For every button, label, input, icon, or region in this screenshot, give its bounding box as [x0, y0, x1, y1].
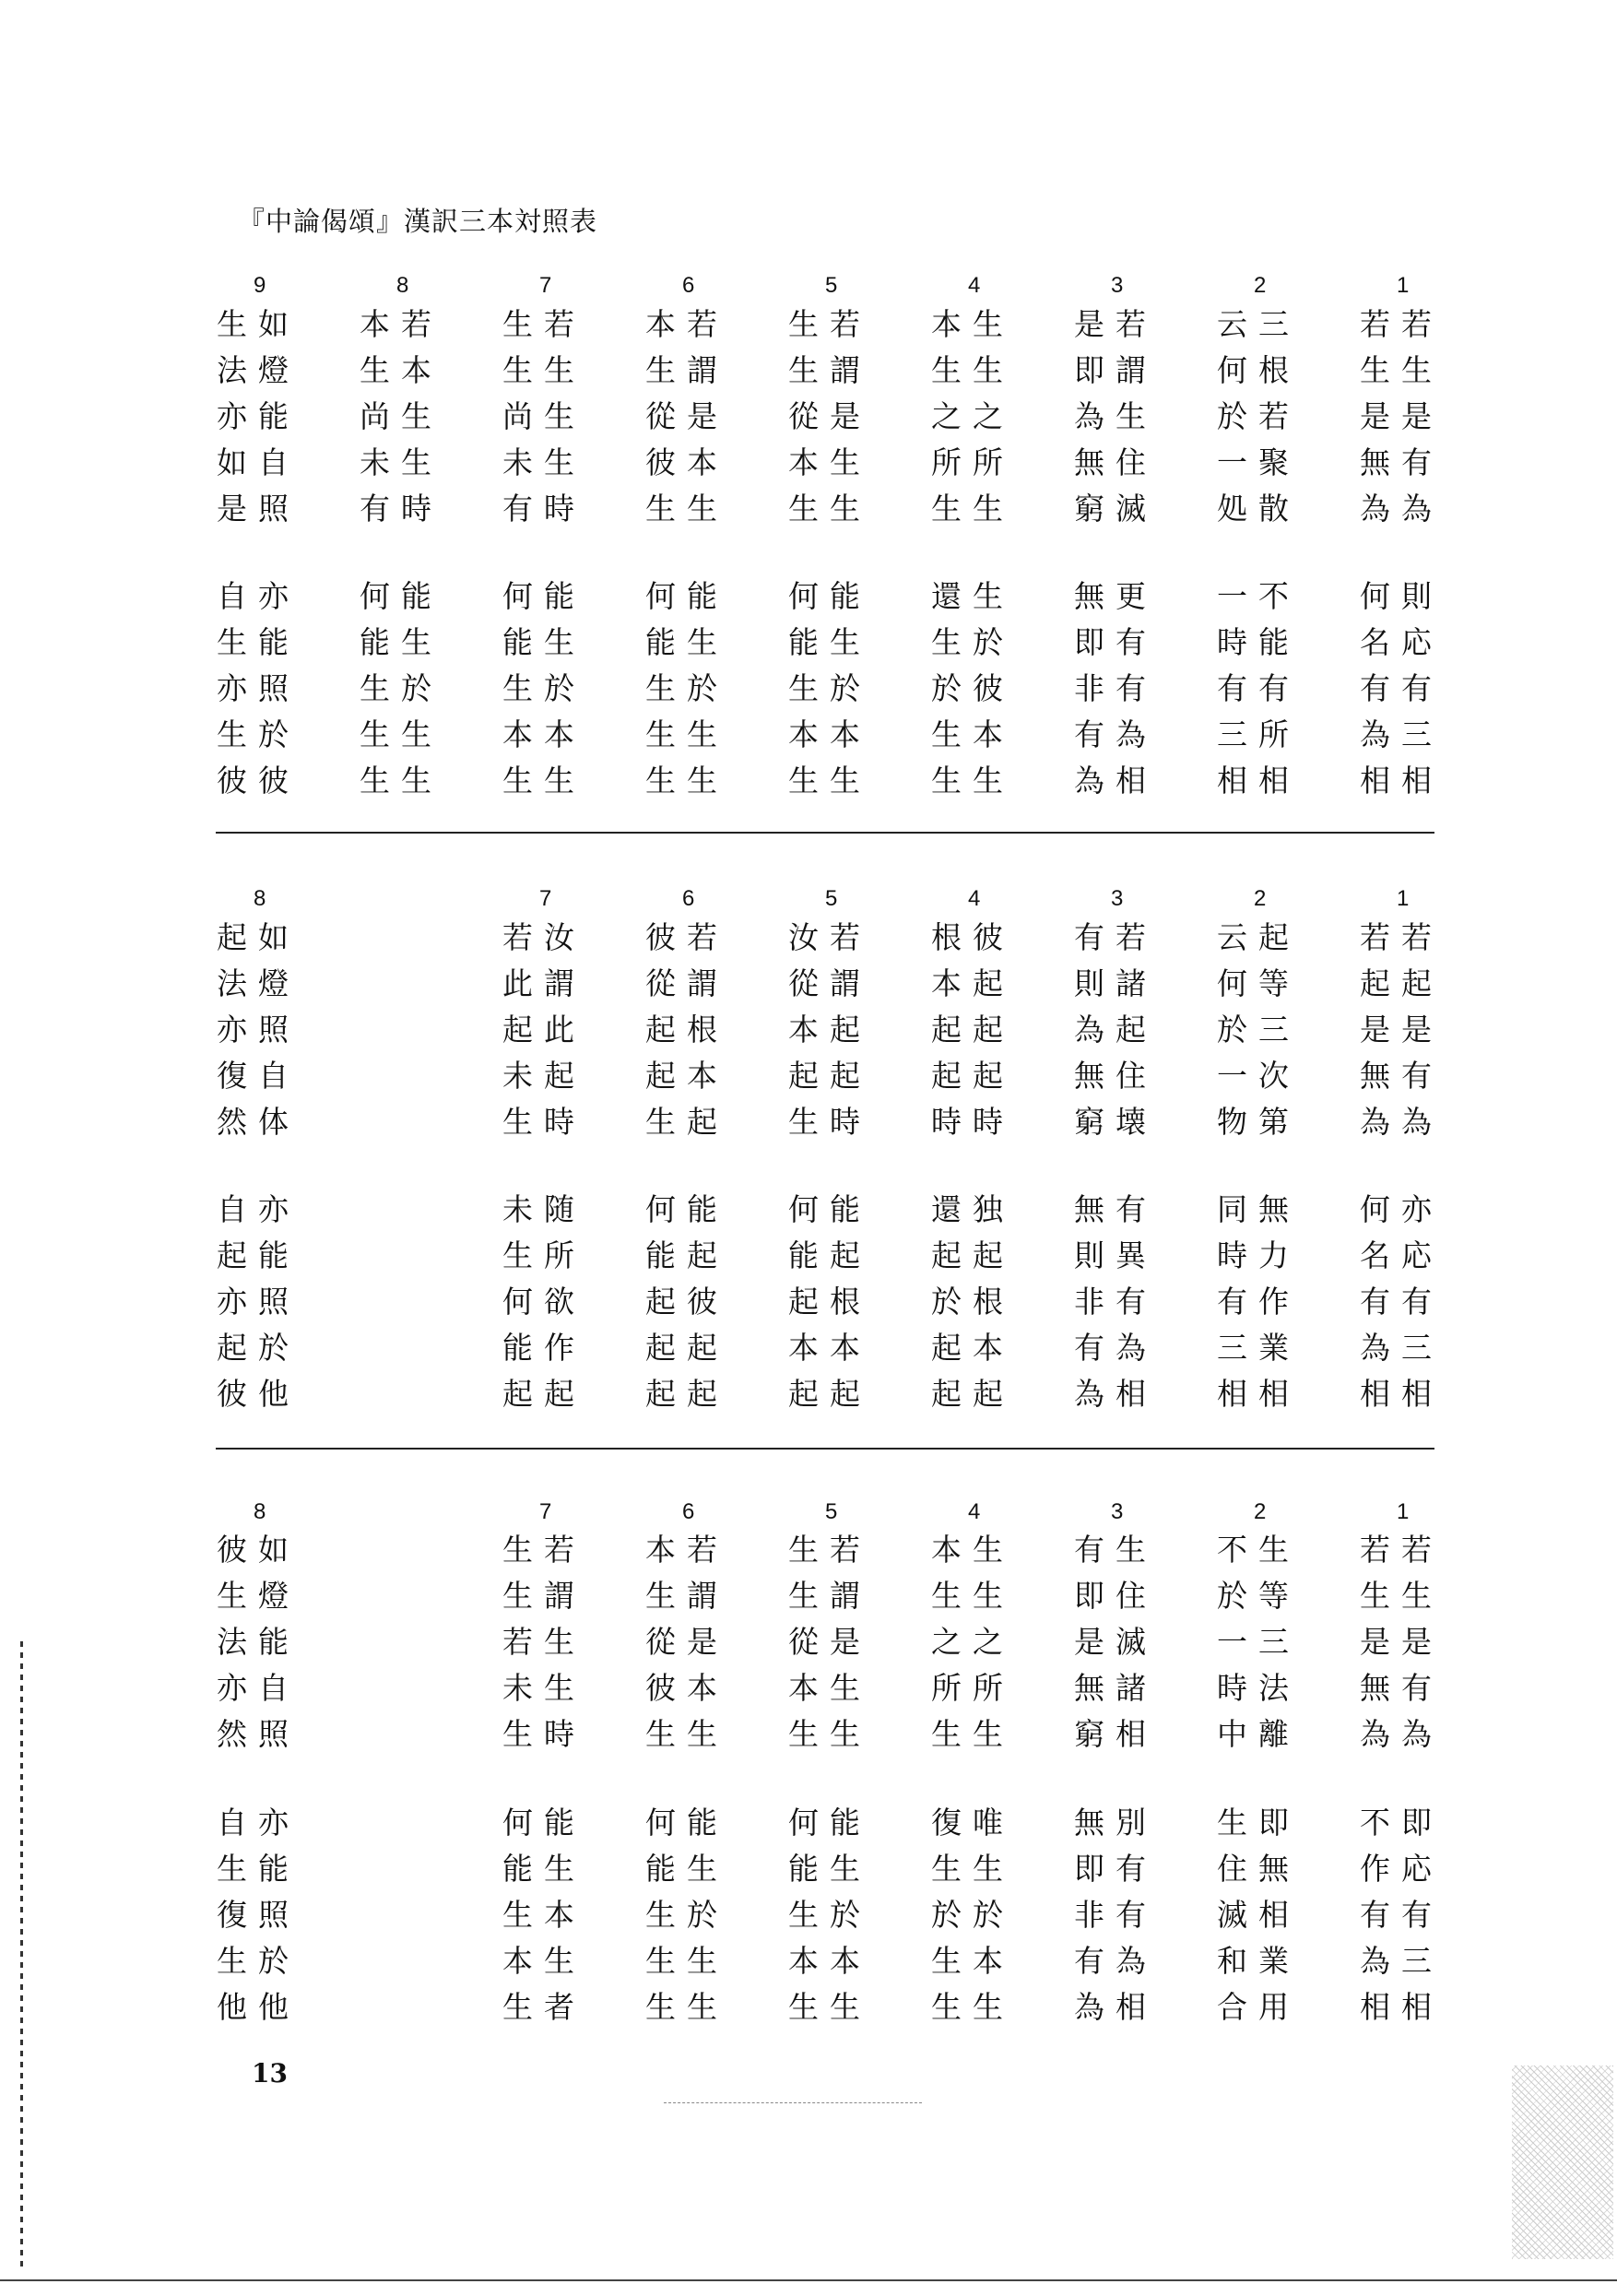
verse-number: 4	[968, 1499, 981, 1524]
verse-text-cell: 本本	[788, 1330, 871, 1366]
verse-text-cell: 能生	[645, 624, 728, 660]
verse-number: 4	[968, 886, 981, 911]
verse-text-cell: 亦照	[217, 670, 300, 706]
verse-text-cell: 起如	[217, 919, 300, 955]
verse-text-cell: 有有	[1360, 1897, 1443, 1933]
verse-text-cell: 為為	[1360, 1104, 1443, 1140]
verse-text-cell: 如自	[217, 444, 300, 480]
verse-text-cell: 他他	[217, 1989, 300, 2025]
verse-text-cell: 生謂	[788, 1578, 871, 1614]
verse-text-cell: 尚生	[502, 398, 585, 434]
verse-text-cell: 生生	[1360, 1578, 1443, 1614]
verse-text-cell: 起彼	[645, 1284, 728, 1320]
verse-text-cell: 本生	[931, 1532, 1014, 1568]
verse-text-cell: 起起	[1360, 965, 1443, 1001]
verse-text-cell: 起起	[931, 1012, 1014, 1047]
verse-text-cell: 於三	[1217, 1012, 1300, 1047]
verse-text-cell: 為為	[1360, 1716, 1443, 1752]
verse-text-cell: 相相	[1217, 763, 1300, 799]
verse-text-cell: 為相	[1074, 1376, 1157, 1412]
verse-text-cell: 亦能	[217, 398, 300, 434]
verse-text-cell: 無有	[1074, 1191, 1157, 1227]
verse-text-cell: 彼本	[645, 1670, 728, 1706]
scan-mark	[664, 2102, 922, 2103]
verse-text-cell: 是是	[1360, 398, 1443, 434]
verse-text-cell: 生生	[645, 716, 728, 752]
verse-text-cell: 本生	[931, 306, 1014, 342]
verse-text-cell: 生本	[502, 1897, 585, 1933]
verse-text-cell: 生生	[1360, 352, 1443, 388]
verse-text-cell: 復照	[217, 1897, 300, 1933]
verse-text-cell: 非有	[1074, 670, 1157, 706]
verse-number: 3	[1111, 273, 1124, 298]
verse-number: 1	[1397, 1499, 1410, 1524]
verse-text-cell: 能生	[788, 624, 871, 660]
verse-number: 5	[825, 1499, 838, 1524]
verse-text-cell: 生生	[788, 491, 871, 527]
verse-text-cell: 未随	[502, 1191, 585, 1227]
verse-text-cell: 本本	[788, 1943, 871, 1979]
verse-text-cell: 生生	[931, 1716, 1014, 1752]
scan-noise	[1512, 2065, 1613, 2259]
verse-text-cell: 無住	[1074, 444, 1157, 480]
verse-text-cell: 中離	[1217, 1716, 1300, 1752]
verse-text-cell: 生生	[788, 763, 871, 799]
verse-text-cell: 生能	[217, 1851, 300, 1887]
verse-text-cell: 能生	[502, 624, 585, 660]
verse-text-cell: 何等	[1217, 965, 1300, 1001]
verse-text-cell: 時力	[1217, 1237, 1300, 1273]
section-divider	[216, 1448, 1434, 1450]
verse-text-cell: 生生	[931, 1989, 1014, 2025]
verse-text-cell: 物第	[1217, 1104, 1300, 1140]
verse-text-cell: 本若	[360, 306, 443, 342]
page-bottom-edge	[0, 2279, 1617, 2281]
verse-text-cell: 生生	[645, 1943, 728, 1979]
verse-text-cell: 何能	[788, 578, 871, 614]
verse-text-cell: 何能	[788, 1805, 871, 1840]
verse-text-cell: 生本	[931, 716, 1014, 752]
verse-text-cell: 生若	[502, 1532, 585, 1568]
verse-text-cell: 窮相	[1074, 1716, 1157, 1752]
verse-text-cell: 非有	[1074, 1897, 1157, 1933]
verse-text-cell: 從是	[788, 398, 871, 434]
verse-text-cell: 是是	[1360, 1012, 1443, 1047]
verse-text-cell: 本生	[788, 444, 871, 480]
verse-number: 8	[254, 886, 266, 911]
verse-text-cell: 還独	[931, 1191, 1014, 1227]
verse-text-cell: 有有	[1217, 670, 1300, 706]
verse-text-cell: 無別	[1074, 1805, 1157, 1840]
verse-text-cell: 然照	[217, 1716, 300, 1752]
verse-text-cell: 還生	[931, 578, 1014, 614]
verse-text-cell: 彼若	[645, 919, 728, 955]
verse-text-cell: 生生	[645, 1716, 728, 1752]
verse-text-cell: 生本	[360, 352, 443, 388]
verse-text-cell: 有若	[1074, 919, 1157, 955]
verse-text-cell: 能生	[788, 1851, 871, 1887]
verse-text-cell: 亦照	[217, 1284, 300, 1320]
verse-text-cell: 名応	[1360, 1237, 1443, 1273]
verse-text-cell: 法燈	[217, 965, 300, 1001]
verse-text-cell: 住無	[1217, 1851, 1300, 1887]
verse-text-cell: 則異	[1074, 1237, 1157, 1273]
verse-text-cell: 一三	[1217, 1624, 1300, 1660]
verse-text-cell: 生生	[931, 1578, 1014, 1614]
verse-text-cell: 於根	[931, 1284, 1014, 1320]
verse-text-cell: 非有	[1074, 1284, 1157, 1320]
verse-text-cell: 生生	[502, 763, 585, 799]
verse-text-cell: 生生	[931, 352, 1014, 388]
verse-text-cell: 起起	[931, 1376, 1014, 1412]
verse-text-cell: 生本	[931, 1943, 1014, 1979]
verse-text-cell: 何能	[645, 578, 728, 614]
verse-text-cell: 同無	[1217, 1191, 1300, 1227]
verse-text-cell: 何能	[645, 1191, 728, 1227]
verse-text-cell: 何根	[1217, 352, 1300, 388]
verse-text-cell: 為三	[1360, 1943, 1443, 1979]
verse-text-cell: 相相	[1360, 1376, 1443, 1412]
verse-text-cell: 起起	[502, 1376, 585, 1412]
verse-text-cell: 一次	[1217, 1058, 1300, 1094]
page-number: 13	[252, 2058, 288, 2089]
verse-number: 8	[396, 273, 409, 298]
verse-text-cell: 生者	[502, 1989, 585, 2025]
verse-text-cell: 生於	[360, 670, 443, 706]
verse-text-cell: 一聚	[1217, 444, 1300, 480]
verse-text-cell: 生生	[645, 763, 728, 799]
verse-text-cell: 所所	[931, 444, 1014, 480]
verse-number: 2	[1254, 1499, 1267, 1524]
verse-text-cell: 生於	[217, 716, 300, 752]
verse-text-cell: 生謂	[788, 352, 871, 388]
section-divider	[216, 832, 1434, 834]
verse-text-cell: 然体	[217, 1104, 300, 1140]
verse-text-cell: 於於	[931, 1897, 1014, 1933]
verse-text-cell: 生生	[931, 763, 1014, 799]
verse-text-cell: 若若	[1360, 306, 1443, 342]
verse-text-cell: 為三	[1360, 1330, 1443, 1366]
verse-text-cell: 何能	[788, 1191, 871, 1227]
verse-text-cell: 未生	[502, 444, 585, 480]
verse-text-cell: 能生	[645, 1851, 728, 1887]
verse-text-cell: 処散	[1217, 491, 1300, 527]
verse-text-cell: 彼他	[217, 1376, 300, 1412]
verse-text-cell: 從是	[645, 1624, 728, 1660]
verse-text-cell: 彼彼	[217, 763, 300, 799]
verse-text-cell: 起根	[788, 1284, 871, 1320]
verse-text-cell: 則諸	[1074, 965, 1157, 1001]
verse-text-cell: 即有	[1074, 1851, 1157, 1887]
verse-text-cell: 此謂	[502, 965, 585, 1001]
verse-text-cell: 生於	[645, 670, 728, 706]
verse-text-cell: 尚生	[360, 398, 443, 434]
verse-text-cell: 起本	[645, 1058, 728, 1094]
verse-text-cell: 不即	[1360, 1805, 1443, 1840]
verse-number: 7	[539, 273, 552, 298]
verse-text-cell: 從是	[788, 1624, 871, 1660]
verse-text-cell: 於若	[1217, 398, 1300, 434]
verse-text-cell: 生謂	[645, 1578, 728, 1614]
verse-number: 8	[254, 1499, 266, 1524]
verse-text-cell: 合用	[1217, 1989, 1300, 2025]
verse-text-cell: 為相	[1074, 1989, 1157, 2025]
verse-text-cell: 生於	[217, 1943, 300, 1979]
verse-text-cell: 生於	[788, 670, 871, 706]
verse-text-cell: 一不	[1217, 578, 1300, 614]
verse-text-cell: 生所	[502, 1237, 585, 1273]
verse-text-cell: 生生	[360, 763, 443, 799]
verse-text-cell: 是照	[217, 491, 300, 527]
verse-text-cell: 之之	[931, 1624, 1014, 1660]
verse-text-cell: 相相	[1217, 1376, 1300, 1412]
verse-text-cell: 能生	[502, 1851, 585, 1887]
verse-text-cell: 法能	[217, 1624, 300, 1660]
verse-text-cell: 本本	[502, 716, 585, 752]
verse-text-cell: 生生	[502, 352, 585, 388]
verse-text-cell: 有為	[1074, 716, 1157, 752]
verse-text-cell: 生若	[788, 1532, 871, 1568]
verse-text-cell: 本生	[502, 1943, 585, 1979]
verse-text-cell: 時時	[931, 1104, 1014, 1140]
verse-text-cell: 是是	[1360, 1624, 1443, 1660]
verse-text-cell: 三所	[1217, 716, 1300, 752]
verse-text-cell: 即有	[1074, 624, 1157, 660]
verse-text-cell: 本起	[788, 1012, 871, 1047]
verse-text-cell: 生於	[931, 624, 1014, 660]
verse-text-cell: 有有	[1360, 1284, 1443, 1320]
verse-text-cell: 何則	[1360, 578, 1443, 614]
verse-number: 3	[1111, 1499, 1124, 1524]
verse-text-cell: 名応	[1360, 624, 1443, 660]
verse-text-cell: 汝若	[788, 919, 871, 955]
verse-text-cell: 根彼	[931, 919, 1014, 955]
verse-text-cell: 不生	[1217, 1532, 1300, 1568]
verse-text-cell: 有為	[1074, 1943, 1157, 1979]
verse-number: 2	[1254, 273, 1267, 298]
verse-text-cell: 何能	[502, 578, 585, 614]
verse-number: 3	[1111, 886, 1124, 911]
verse-text-cell: 窮壊	[1074, 1104, 1157, 1140]
verse-text-cell: 生時	[502, 1716, 585, 1752]
verse-text-cell: 無有	[1360, 444, 1443, 480]
verse-number: 7	[539, 886, 552, 911]
verse-text-cell: 和業	[1217, 1943, 1300, 1979]
verse-text-cell: 生生	[931, 491, 1014, 527]
verse-text-cell: 有有	[1360, 670, 1443, 706]
verse-text-cell: 從是	[645, 398, 728, 434]
verse-text-cell: 是滅	[1074, 1624, 1157, 1660]
verse-text-cell: 云三	[1217, 306, 1300, 342]
verse-text-cell: 自亦	[217, 578, 300, 614]
verse-text-cell: 生若	[502, 306, 585, 342]
verse-number: 1	[1397, 886, 1410, 911]
verse-text-cell: 生即	[1217, 1805, 1300, 1840]
verse-number: 5	[825, 886, 838, 911]
verse-text-cell: 自亦	[217, 1805, 300, 1840]
verse-text-cell: 無有	[1360, 1058, 1443, 1094]
verse-text-cell: 起於	[217, 1330, 300, 1366]
verse-text-cell: 無諸	[1074, 1670, 1157, 1706]
verse-text-cell: 何欲	[502, 1284, 585, 1320]
verse-text-cell: 起起	[931, 1237, 1014, 1273]
verse-text-cell: 生能	[217, 624, 300, 660]
verse-text-cell: 生生	[645, 1989, 728, 2025]
verse-text-cell: 無有	[1360, 1670, 1443, 1706]
verse-text-cell: 為起	[1074, 1012, 1157, 1047]
verse-text-cell: 於等	[1217, 1578, 1300, 1614]
verse-text-cell: 生於	[645, 1897, 728, 1933]
verse-text-cell: 為生	[1074, 398, 1157, 434]
verse-text-cell: 起此	[502, 1012, 585, 1047]
verse-text-cell: 從謂	[788, 965, 871, 1001]
verse-text-cell: 生燈	[217, 1578, 300, 1614]
verse-text-cell: 從謂	[645, 965, 728, 1001]
verse-text-cell: 云起	[1217, 919, 1300, 955]
verse-text-cell: 未起	[502, 1058, 585, 1094]
verse-text-cell: 本起	[931, 965, 1014, 1001]
verse-text-cell: 生於	[788, 1897, 871, 1933]
verse-text-cell: 起起	[788, 1058, 871, 1094]
verse-number: 5	[825, 273, 838, 298]
verse-number: 1	[1397, 273, 1410, 298]
verse-text-cell: 起起	[645, 1376, 728, 1412]
verse-text-cell: 有為	[1074, 1330, 1157, 1366]
verse-text-cell: 生生	[360, 716, 443, 752]
verse-text-cell: 未生	[360, 444, 443, 480]
verse-text-cell: 生於	[502, 670, 585, 706]
table-title: 『中論偈頌』漢訳三本対照表	[238, 206, 598, 237]
verse-text-cell: 有時	[502, 491, 585, 527]
verse-text-cell: 本若	[645, 1532, 728, 1568]
verse-text-cell: 若若	[1360, 1532, 1443, 1568]
verse-text-cell: 生時	[502, 1104, 585, 1140]
verse-text-cell: 所所	[931, 1670, 1014, 1706]
verse-text-cell: 起根	[645, 1012, 728, 1047]
verse-text-cell: 有生	[1074, 1532, 1157, 1568]
verse-text-cell: 何能	[645, 1805, 728, 1840]
verse-text-cell: 未生	[502, 1670, 585, 1706]
verse-text-cell: 窮滅	[1074, 491, 1157, 527]
verse-text-cell: 作応	[1360, 1851, 1443, 1887]
verse-text-cell: 復唯	[931, 1805, 1014, 1840]
verse-text-cell: 能起	[788, 1237, 871, 1273]
verse-text-cell: 之之	[931, 398, 1014, 434]
verse-text-cell: 有時	[360, 491, 443, 527]
verse-text-cell: 即住	[1074, 1578, 1157, 1614]
verse-text-cell: 亦自	[217, 1670, 300, 1706]
verse-text-cell: 本若	[645, 306, 728, 342]
verse-text-cell: 相相	[1360, 1989, 1443, 2025]
verse-text-cell: 若生	[502, 1624, 585, 1660]
verse-text-cell: 為為	[1360, 491, 1443, 527]
verse-text-cell: 能生	[360, 624, 443, 660]
verse-text-cell: 生生	[645, 491, 728, 527]
verse-number: 9	[254, 273, 266, 298]
verse-number: 7	[539, 1499, 552, 1524]
verse-text-cell: 起起	[931, 1058, 1014, 1094]
verse-text-cell: 時能	[1217, 624, 1300, 660]
verse-text-cell: 起本	[931, 1330, 1014, 1366]
verse-text-cell: 即謂	[1074, 352, 1157, 388]
verse-text-cell: 能作	[502, 1330, 585, 1366]
verse-text-cell: 生生	[788, 1716, 871, 1752]
verse-number: 4	[968, 273, 981, 298]
verse-text-cell: 無更	[1074, 578, 1157, 614]
verse-text-cell: 何能	[360, 578, 443, 614]
verse-text-cell: 為三	[1360, 716, 1443, 752]
verse-text-cell: 時法	[1217, 1670, 1300, 1706]
verse-text-cell: 滅相	[1217, 1897, 1300, 1933]
verse-text-cell: 亦照	[217, 1012, 300, 1047]
verse-text-cell: 生生	[931, 1851, 1014, 1887]
verse-text-cell: 無住	[1074, 1058, 1157, 1094]
verse-text-cell: 是若	[1074, 306, 1157, 342]
verse-text-cell: 生生	[788, 1989, 871, 2025]
verse-text-cell: 生謂	[502, 1578, 585, 1614]
verse-text-cell: 生謂	[645, 352, 728, 388]
verse-text-cell: 本本	[788, 716, 871, 752]
verse-text-cell: 為相	[1074, 763, 1157, 799]
verse-text-cell: 復自	[217, 1058, 300, 1094]
verse-number: 2	[1254, 886, 1267, 911]
verse-text-cell: 生時	[788, 1104, 871, 1140]
verse-text-cell: 起起	[788, 1376, 871, 1412]
verse-text-cell: 有作	[1217, 1284, 1300, 1320]
verse-text-cell: 何亦	[1360, 1191, 1443, 1227]
verse-text-cell: 於彼	[931, 670, 1014, 706]
verse-text-cell: 生若	[788, 306, 871, 342]
verse-text-cell: 能起	[645, 1237, 728, 1273]
scan-edge	[20, 1641, 23, 2268]
verse-number: 6	[682, 886, 695, 911]
verse-text-cell: 起能	[217, 1237, 300, 1273]
verse-text-cell: 本生	[788, 1670, 871, 1706]
verse-number: 6	[682, 1499, 695, 1524]
verse-number: 6	[682, 273, 695, 298]
verse-text-cell: 若汝	[502, 919, 585, 955]
verse-text-cell: 彼如	[217, 1532, 300, 1568]
verse-text-cell: 生如	[217, 306, 300, 342]
verse-text-cell: 自亦	[217, 1191, 300, 1227]
verse-text-cell: 若若	[1360, 919, 1443, 955]
verse-text-cell: 三業	[1217, 1330, 1300, 1366]
verse-text-cell: 法燈	[217, 352, 300, 388]
verse-text-cell: 起起	[645, 1330, 728, 1366]
verse-text-cell: 何能	[502, 1805, 585, 1840]
verse-text-cell: 生起	[645, 1104, 728, 1140]
verse-text-cell: 相相	[1360, 763, 1443, 799]
verse-text-cell: 彼本	[645, 444, 728, 480]
